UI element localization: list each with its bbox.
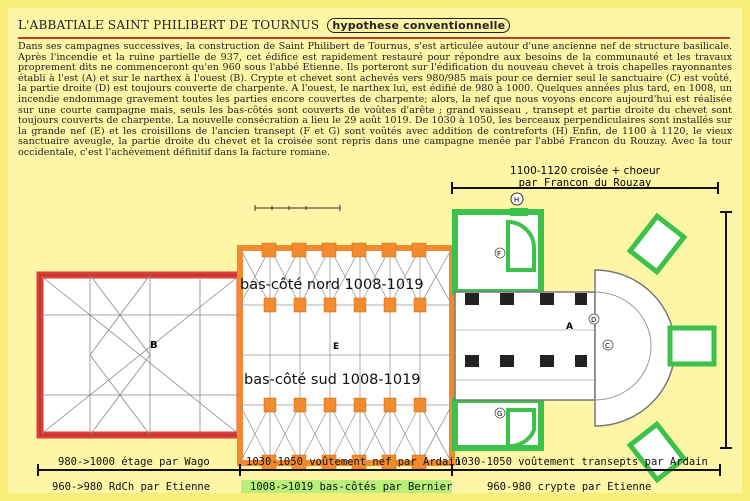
narthex xyxy=(40,275,240,435)
bottom-row1-left: 980->1000 étage par Wago xyxy=(58,456,210,468)
transept-choir xyxy=(455,193,714,480)
label-d: D xyxy=(591,316,597,324)
north-aisle-label: bas-côté nord 1008-1019 xyxy=(240,277,424,293)
choir-label-line2: par Francon du Rouzay xyxy=(518,177,652,189)
bottom-row1-middle: 1030-1050 voûtement nef par Ardain xyxy=(246,456,461,468)
title-text: L'ABBATIALE SAINT PHILIBERT DE TOURNUS xyxy=(18,18,320,32)
bottom-row2-middle: 1008->1019 bas-côtés par Bernier xyxy=(250,481,453,493)
scale-bar xyxy=(255,205,340,211)
label-c: C xyxy=(605,342,610,350)
height-brace xyxy=(720,212,732,448)
choir-label-line1: 1100-1120 croisée + choeur xyxy=(510,165,660,177)
description-paragraph: Dans ses campagnes successives, la construction de Saint Philibert de Tournus, s'est articulée autour d'une ancienne nef de structure basilicale. Après l'incendie et la ruine partielle de 937, cet édifice est rapidement restauré pour répondre aux besoins de la communauté et les travaux proprement dits ne commenceront qu'en 960 sous l'abbé Etienne. Ils porteront sur l'édification du nouveau chevet à trois chapelles rayonnantes établi à l'est (A) et sur le narthex à l'ouest (B). Crypte et chevet sont achevés vers 980/985 mais pour ce dernier seul le sanctuaire (C) est voûté, la partie droite (D) est toujours couverte de charpente. A l'ouest, le narthex lui, est édifié de 980 à 1000. Quelques années plus tard, en 1008, un incendie endommage gravement toutes les parties encore couvertes de charpente; alors, la nef que nous voyons encore aujourd'hui est réalisée sur une courte campagne mais, seuls les bas-côtés sont couverts de voûtes d'arête ; grand vaisseau , transept et partie droite du chevet sont toujours couverts de charpente. La nouvelle consécration a lieu le 29 août 1019. De 1030 à 1050, les berceaux perpendiculaires sont installés sur la grande nef (E) et les croisillons de l'ancien transept (F et G) sont voûtés avec addition de contreforts (H) Enfin, de 1100 à 1120, le vieux sanctuaire aveugle, la partie droite du chevet et la croisée sont repris dans une campagne menée par l'abbé Francon du Rouzay. Avec la tour occidentale, c'est l'achèvement définitif dans la facture romane. xyxy=(18,41,732,158)
bottom-row1-right: 1030-1050 voûtement transepts par Ardain xyxy=(455,456,708,468)
label-f: F xyxy=(497,250,502,258)
bottom-row2-right: 960-980 crypte par Etienne xyxy=(487,481,652,493)
label-e: E xyxy=(333,342,340,352)
bottom-row2-left: 960->980 RdCh par Etienne xyxy=(52,481,211,493)
title-subtitle: hypothese conventionnelle xyxy=(327,18,510,33)
label-g: G xyxy=(497,410,503,418)
label-b: B xyxy=(150,340,158,351)
label-a: A xyxy=(566,322,573,332)
south-aisle-label: bas-côté sud 1008-1019 xyxy=(244,372,421,388)
label-h: H xyxy=(514,196,520,204)
